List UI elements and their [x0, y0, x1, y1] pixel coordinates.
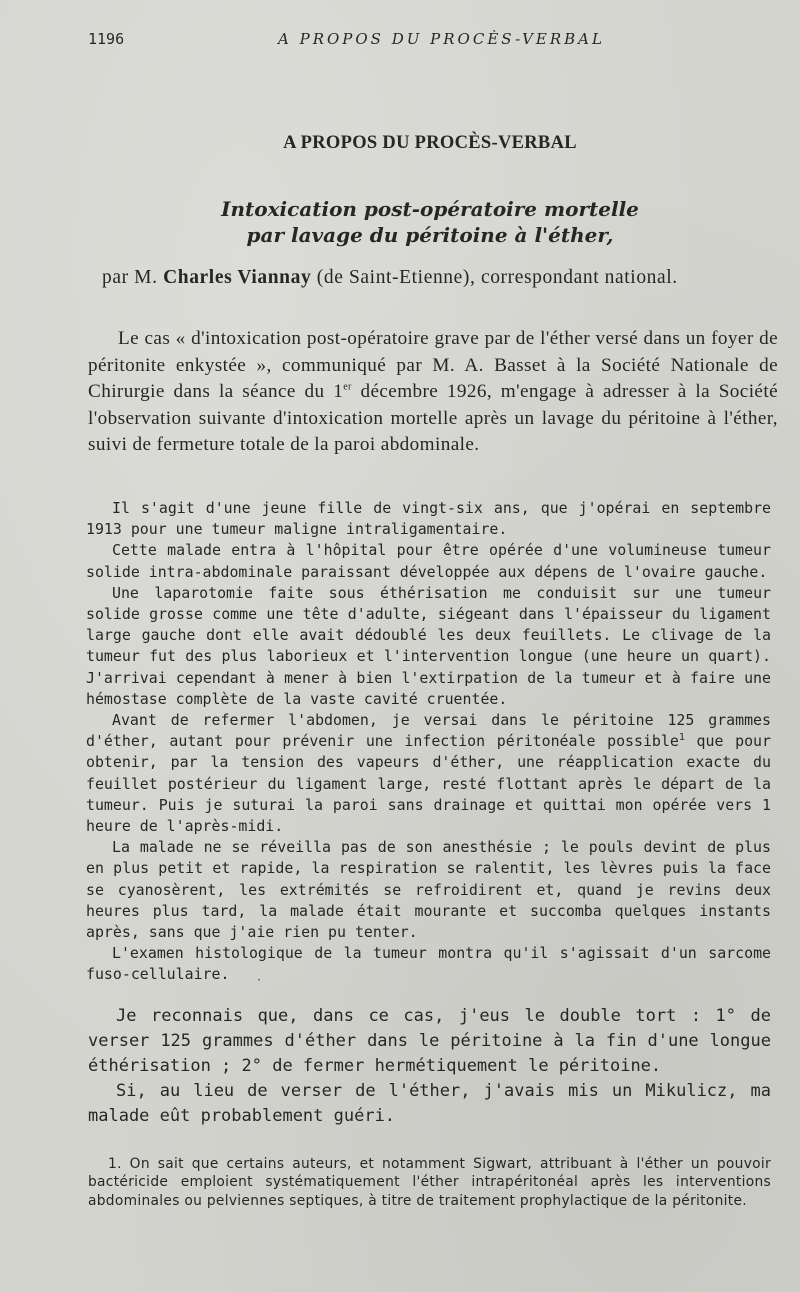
byline-prefix: par M. — [102, 267, 158, 288]
intro-text-1: Le cas « d'intoxication post-opératoire grave par de l'éther versé dans un foyer de péritonite enkystée », communiqué par M. A. Basset à la Société Nationale de Chirurgie dans la séance du 1 — [88, 328, 778, 402]
article-title-line-2: par lavage du péritoine à l'éther, — [246, 223, 614, 247]
case-report — [86, 498, 771, 986]
case-paragraph-4-text-2: que pour obtenir, par la tension des vapeurs d'éther, une réapplication exacte du feuillet postérieur du ligament large, resté flottant après le départ de la tumeur. Puis je suturai la paroi sans drainage et quittai mon opérée vers 1 heure de l'après-midi. — [86, 732, 771, 836]
article-title — [0, 196, 800, 248]
case-paragraph-6: L'examen histologique de la tumeur montra qu'il s'agissait d'un sarcome fuso-cellulaire. — [86, 944, 771, 984]
running-head — [88, 30, 768, 50]
footnote — [88, 1155, 771, 1210]
case-paragraph-3: Une laparotomie faite sous éthérisation me conduisit sur une tumeur solide grosse comme une tête d'adulte, siégeant dans l'épaisseur du ligament large gauche dont elle avait dédoublé les deux feuillets. Le clivage de la tumeur fut des plus laborieux et l'intervention longue (une heure un quart). J'arrivai cependant à mener à bien l'extirpation de la tumeur et à faire une hémostase complète de la vaste cavité cruentée. — [86, 583, 771, 708]
case-paragraph-4-text-1: Avant de refermer l'abdomen, je versai dans le péritoine 125 grammes d'éther, autant pour prévenir une infection péritonéale possible — [86, 711, 771, 751]
page-number: 1196 — [88, 30, 125, 48]
byline-suffix: (de Saint-Etienne), correspondant national. — [316, 267, 678, 288]
footnote-marker: 1. — [108, 1156, 122, 1172]
case-paragraph-5: La malade ne se réveilla pas de son anesthésie ; le pouls devint de plus en plus petit et rapide, la respiration se ralentit, les lèvres puis la face se cyanosèrent, les extrémités se refroidirent et, quand je revins deux heures plus tard, la malade était mourante et succomba quelques instants après, sans que j'aie rien pu tenter. — [86, 838, 771, 942]
conclusion-paragraph-1: Je reconnais que, dans ce cas, j'eus le double tort : 1° de verser 125 grammes d'éther dans le péritoine à la fin d'une longue éthérisation ; 2° de fermer hermétiquement le péritoine. — [88, 1006, 771, 1076]
section-title: A PROPOS DU PROCÈS-VERBAL — [283, 133, 577, 153]
author-name: Charles Viannay — [163, 267, 312, 288]
ink-speck: · — [257, 973, 261, 987]
intro-paragraph — [88, 326, 778, 459]
intro-superscript: er — [343, 381, 352, 393]
case-paragraph-2: Cette malade entra à l'hôpital pour être opérée d'une volumineuse tumeur solide intra-abdominale paraissant développée aux dépens de l'ovaire gauche. — [86, 541, 771, 581]
byline — [102, 267, 782, 289]
case-paragraph-1: Il s'agit d'une jeune fille de vingt-six ans, que j'opérai en septembre 1913 pour une tumeur maligne intraligamentaire. — [86, 499, 771, 539]
footnote-reference: 1 — [678, 732, 685, 744]
running-title: A PROPOS DU PROCÈS-VERBAL — [278, 30, 605, 48]
conclusion — [88, 1004, 771, 1129]
intro-text-2: décembre 1926, m'engage à adresser à la Société l'observation suivante d'intoxication mortelle après un lavage du péritoine à l'éther, suivi de fermeture totale de la paroi abdominale. — [88, 381, 778, 455]
case-paragraph-4 — [86, 710, 771, 837]
footnote-text: On sait que certains auteurs, et notamment Sigwart, attribuant à l'éther un pouvoir bactéricide emploient systématiquement l'éther intrapéritonéal après les interventions abdominales ou pelviennes septiques, à titre de traitement prophylactique de la péritonite. — [88, 1156, 772, 1209]
conclusion-paragraph-2: Si, au lieu de verser de l'éther, j'avais mis un Mikulicz, ma malade eût probablement guéri. — [88, 1081, 771, 1126]
article-title-line-1: Intoxication post-opératoire mortelle — [221, 197, 639, 221]
